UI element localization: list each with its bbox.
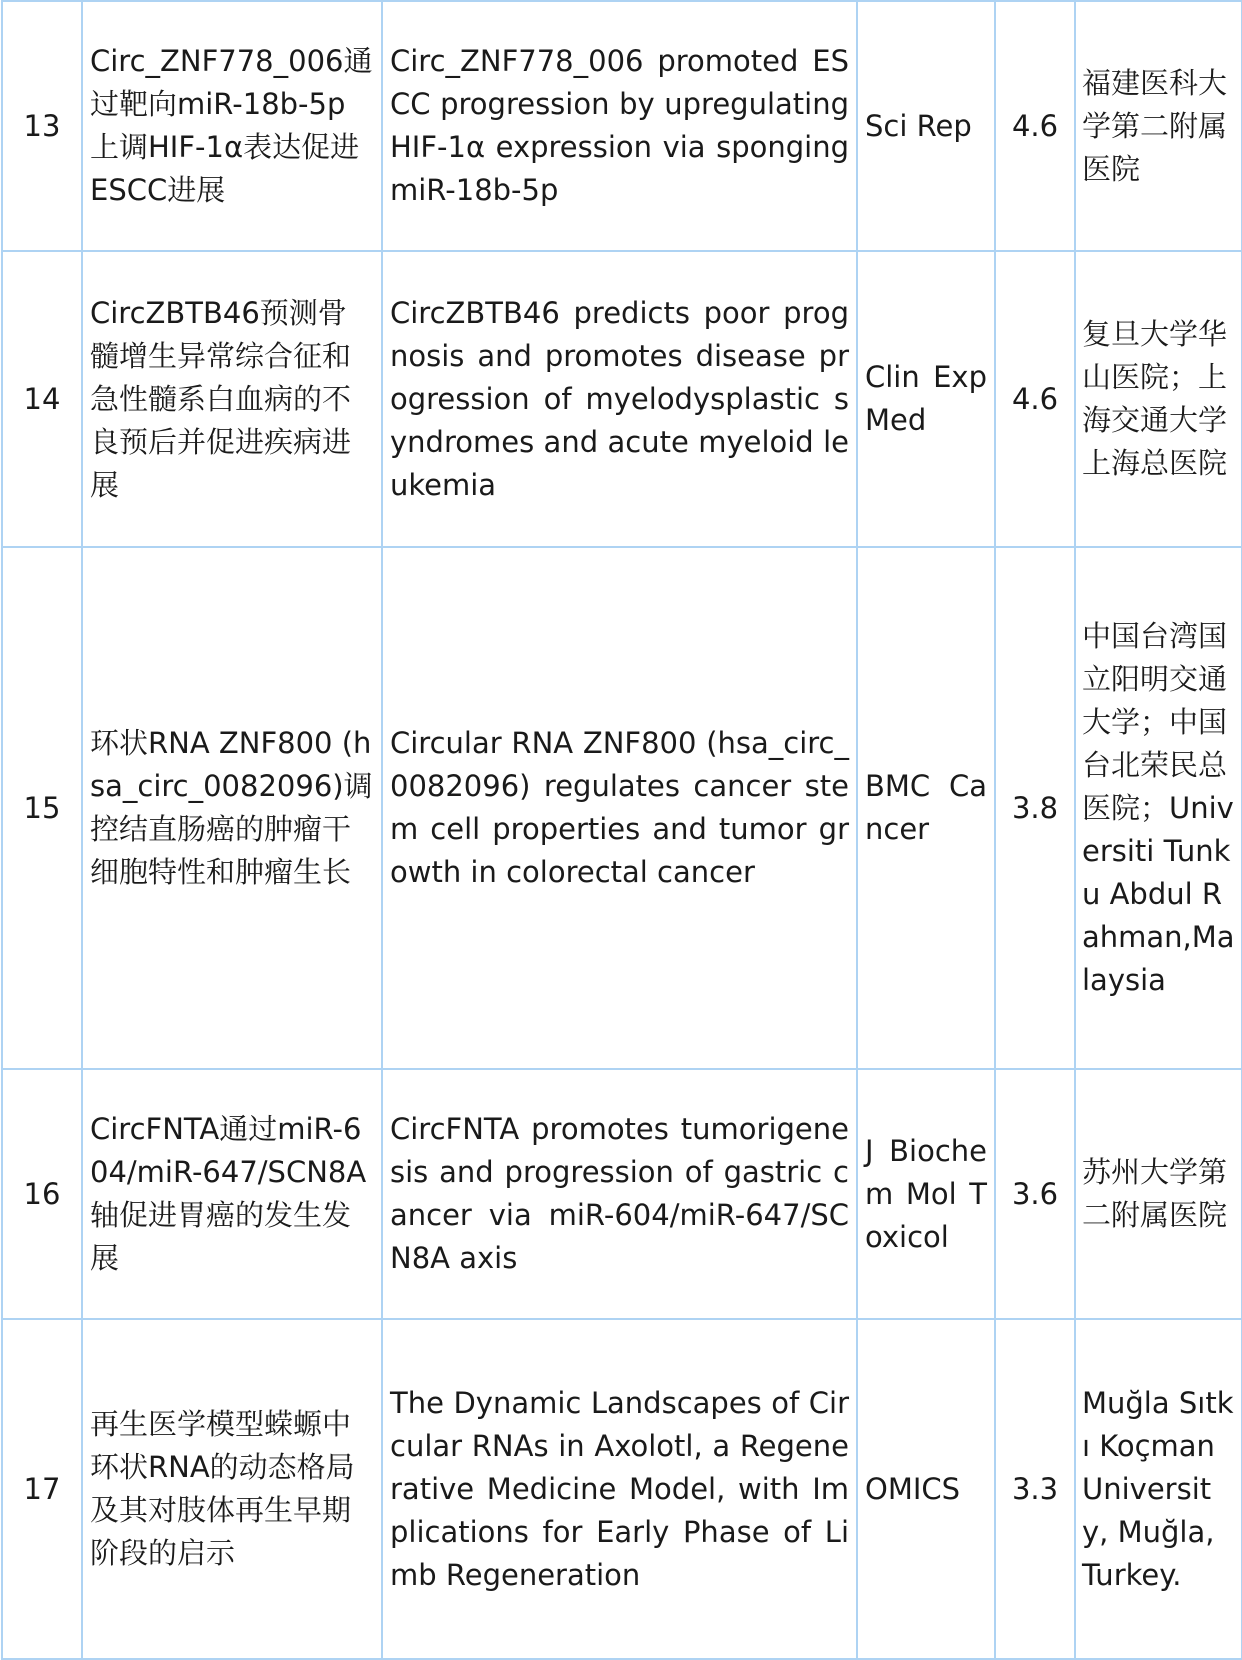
row-index: 13 — [2, 1, 82, 251]
title-english: CircZBTB46 predicts poor prognosis and promotes disease progression of myelodysplastic syndromes and acute myeloid leukemia — [382, 251, 857, 547]
impact-factor: 4.6 — [995, 1, 1075, 251]
impact-factor: 3.3 — [995, 1319, 1075, 1659]
journal-name: BMC Cancer — [857, 547, 995, 1069]
table-row — [2, 251, 1242, 547]
row-index: 16 — [2, 1069, 82, 1319]
title-english: CircFNTA promotes tumorigenesis and progression of gastric cancer via miR-604/miR-647/SCN8A axis — [382, 1069, 857, 1319]
row-index: 15 — [2, 547, 82, 1069]
impact-factor: 4.6 — [995, 251, 1075, 547]
table-row — [2, 1, 1242, 251]
title-chinese: 再生医学模型蝾螈中环状RNA的动态格局及其对肢体再生早期阶段的启示 — [82, 1319, 382, 1659]
table-row — [2, 547, 1242, 1069]
impact-factor: 3.6 — [995, 1069, 1075, 1319]
journal-name: Sci Rep — [857, 1, 995, 251]
journal-name: Clin Exp Med — [857, 251, 995, 547]
impact-factor: 3.8 — [995, 547, 1075, 1069]
title-english: Circular RNA ZNF800 (hsa_circ_0082096) regulates cancer stem cell properties and tumor growth in colorectal cancer — [382, 547, 857, 1069]
title-english: Circ_ZNF778_006 promoted ESCC progression by upregulating HIF-1α expression via sponging miR-18b-5p — [382, 1, 857, 251]
institution: 中国台湾国立阳明交通大学；中国台北荣民总医院；Universiti Tunku Abdul Rahman,Malaysia — [1075, 547, 1242, 1069]
table-row — [2, 1069, 1242, 1319]
journal-name: J Biochem Mol Toxicol — [857, 1069, 995, 1319]
table-row — [2, 1319, 1242, 1659]
title-chinese: CircZBTB46预测骨髓增生异常综合征和急性髓系白血病的不良预后并促进疾病进展 — [82, 251, 382, 547]
institution: 福建医科大学第二附属医院 — [1075, 1, 1242, 251]
journal-name: OMICS — [857, 1319, 995, 1659]
institution: 复旦大学华山医院；上海交通大学上海总医院 — [1075, 251, 1242, 547]
institution: Muğla Sıtkı Koçman University, Muğla, Turkey. — [1075, 1319, 1242, 1659]
row-index: 14 — [2, 251, 82, 547]
title-chinese: 环状RNA ZNF800 (hsa_circ_0082096)调控结直肠癌的肿瘤干细胞特性和肿瘤生长 — [82, 547, 382, 1069]
institution: 苏州大学第二附属医院 — [1075, 1069, 1242, 1319]
title-chinese: CircFNTA通过miR-604/miR-647/SCN8A轴促进胃癌的发生发展 — [82, 1069, 382, 1319]
row-index: 17 — [2, 1319, 82, 1659]
title-chinese: Circ_ZNF778_006通过靶向miR-18b-5p上调HIF-1α表达促进ESCC进展 — [82, 1, 382, 251]
publication-table — [1, 0, 1242, 1660]
title-english: The Dynamic Landscapes of Circular RNAs in Axolotl, a Regenerative Medicine Model, with Implications for Early Phase of Limb Regeneration — [382, 1319, 857, 1659]
